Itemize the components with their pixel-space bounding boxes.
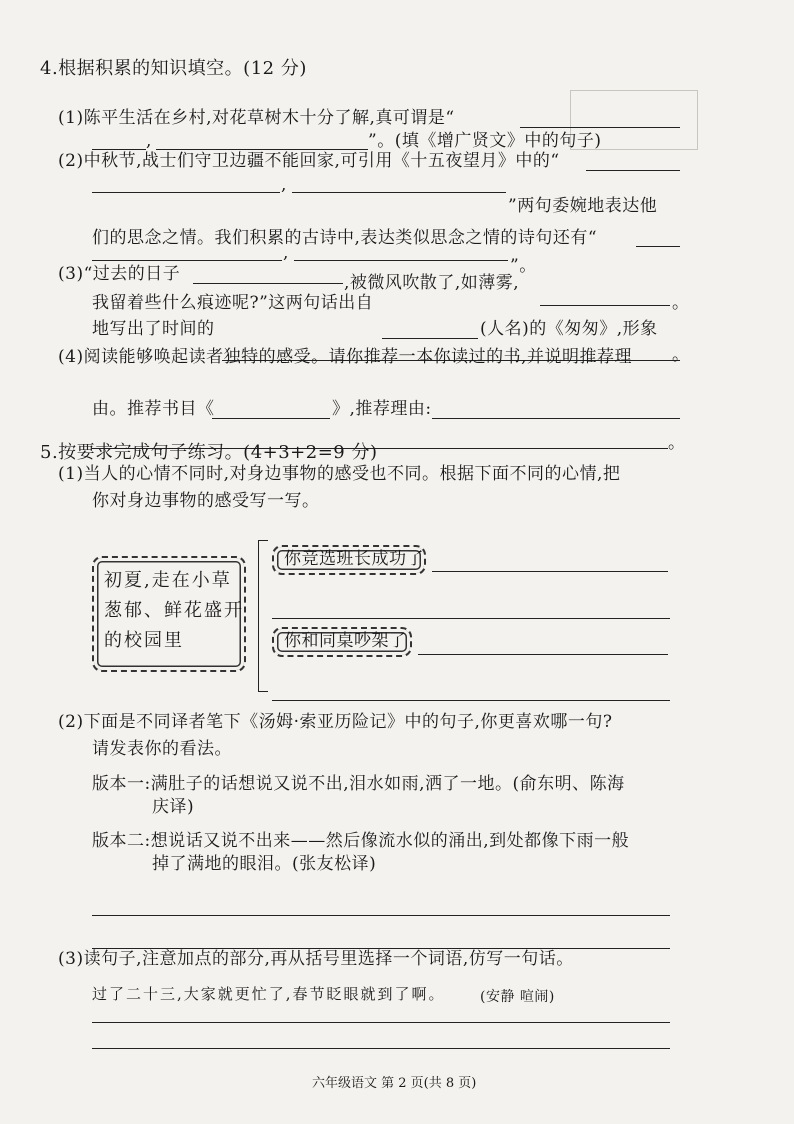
q4-1-blank-a[interactable] [520,127,680,128]
q4-2-blank-f[interactable] [294,260,508,261]
q4-title: 4.根据积累的知识填空。(12 分) [40,58,307,79]
q5-1-answer-1a[interactable] [432,571,668,572]
q5-1-line2: 你对身边事物的感受写一写。 [92,491,320,511]
q5-1-answer-2a[interactable] [418,654,668,655]
q4-3-line1-b: ,被微风吹散了,如薄雾, [344,273,520,293]
q4-2-line1: (2)中秋节,战士们守卫边疆不能回家,可引用《十五夜望月》中的“ [58,151,560,171]
q5-1-mood1: 你竞选班长成功了 [284,549,424,569]
q5-2-v1-line2: 庆译) [152,797,195,817]
q5-2-line1: (2)下面是不同译者笔下《汤姆·索亚历险记》中的句子,你更喜欢哪一句? [58,712,613,732]
q5-1-answer-1b[interactable] [272,618,670,619]
q5-1-scene-line-1: 初夏,走在小草 [104,570,232,591]
q5-1-scene-line-2: 葱郁、鲜花盛开 [104,600,244,621]
q4-4-reason-blank-a[interactable] [432,418,680,419]
q4-3-line2-a: 我留着些什么痕迹呢?”这两句话出自 [92,293,374,313]
q4-3-line3-end: 。 [672,345,690,365]
q5-2-line2: 请发表你的看法。 [92,739,232,759]
q4-2-comma-a: , [281,175,287,195]
q4-1-comma: , [146,131,152,151]
q4-3-line3: 地写出了时间的 [92,319,215,339]
q5-1-mood2: 你和同桌吵架了 [284,631,407,651]
q5-1-brace-bottom [258,691,268,692]
q4-2-comma-b: , [283,243,289,263]
q4-3-line1-end: 。 [672,293,690,313]
q4-4-line3-end: 。 [668,433,686,453]
q4-4-line2-b: 》,推荐理由: [332,399,432,419]
q5-2-v2-line2: 掉了满地的眼泪。(张友松译) [152,854,377,874]
q4-2-blank-a[interactable] [586,170,680,171]
q4-4-line1: (4)阅读能够唤起读者独特的感受。请你推荐一本你读过的书,并说明推荐理 [58,347,632,367]
q4-3-line1-a: (3)“过去的日子 [58,264,181,284]
q5-2-v1-line1: 版本一:满肚子的话想说又说不出,泪水如雨,洒了一地。(俞东明、陈海 [92,774,625,794]
q5-3-answer-b[interactable] [92,1048,670,1049]
q4-2-blank-e[interactable] [92,260,282,261]
q4-3-line2-b: (人名)的《匆匆》,形象 [480,319,658,339]
q4-2-line3: 们的思念之情。我们积累的古诗中,表达类似思念之情的诗句还有“ [92,228,598,248]
q4-2-blank-d[interactable] [636,246,680,247]
q5-title: 5.按要求完成句子练习。(4+3+2=9 分) [40,442,378,463]
q4-2-blank-b[interactable] [92,192,280,193]
q4-2-line2-end: ”两句委婉地表达他 [508,196,658,216]
q5-3-answer-a[interactable] [92,1022,670,1023]
q4-3-blank-c[interactable] [382,338,478,339]
q4-2-line4-end: ”。 [510,256,537,276]
q5-1-answer-2b[interactable] [272,700,670,701]
q4-1-line1: (1)陈平生活在乡村,对花草树木十分了解,真可谓是“ [58,108,455,128]
q4-1-line2-end: ”。(填《增广贤文》中的句子) [368,131,602,151]
q5-2-answer-a[interactable] [92,915,670,916]
q4-4-line2-a: 由。推荐书目《 [92,399,215,419]
q5-1-brace-top [258,540,268,541]
q4-4-book-blank[interactable] [212,418,330,419]
q5-3-line1: (3)读句子,注意加点的部分,再从括号里选择一个词语,仿写一句话。 [58,949,574,969]
q4-3-blank-a[interactable] [193,283,343,284]
page-footer: 六年级语文 第 2 页(共 8 页) [312,1076,477,1091]
q4-2-blank-c[interactable] [292,192,506,193]
q5-1-brace [258,540,259,692]
q5-1-scene-line-3: 的校园里 [104,630,184,651]
q5-2-v2-line1: 版本二:想说话又说不出来——然后像流水似的涌出,到处都像下雨一般 [92,831,630,851]
q5-1-line1: (1)当人的心情不同时,对身边事物的感受也不同。根据下面不同的心情,把 [58,464,621,484]
q4-3-blank-b[interactable] [540,305,670,306]
q5-3-options: (安静 喧闹) [480,989,555,1005]
q5-3-sentence: 过了二十三,大家就更忙了,春节眨眼就到了啊。 [92,985,446,1003]
